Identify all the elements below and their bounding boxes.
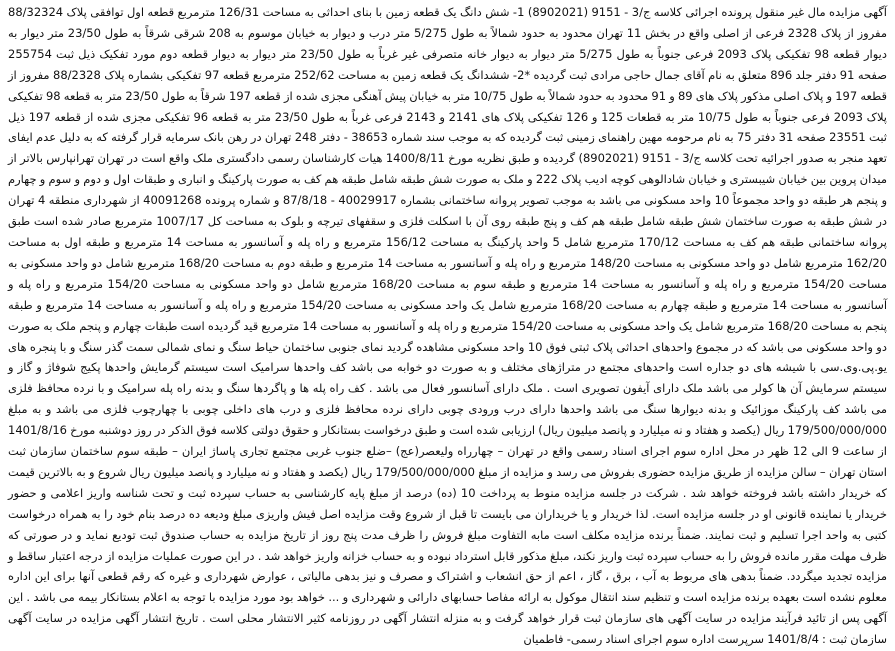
notice-body-text: آگهی مزایده مال غیر منقول پرونده اجرائی کلاسه ج/3 - 9151 (8902021) 1- شش دانگ یک قطعه زمین با بنای احداثی به مساحت 126/31 مترمربع قطعه اول توافقی پلاک 88/32324 مفروز از پلاک 2328 فرعی از اصلی واقع در بخش 11 تهران محدود به حدود شمالاً به طول 5/275 متر درب و دیوار به خیابان موسوم به 208 شرقی شرقاً به طول 23/50 متر دیوار به دیوار قطعه 98 تفکیکی پلاک 2093 فرعی جنوباً به طول 5/275 متر دیوار به دیوار خانه متصرفی غیر غرباً به طول 23/50 متر دیوار به دیوار قطعه دوم مورد تفکیک ذیل ثبت 255754 صفحه 91 دفتر جلد 896 متعلق به نام آقای جمال حاجی مرادی ثبت گردیده *2- ششدانگ یک قطعه زمین به مساحت 252/62 مترمربع قطعه 97 تفکیکی بشماره پلاک 88/2328 مفروز از قطعه 197 و پلاک اصلی مذکور پلاک های 89 و 91 محدود به حدود شمالاً به طول 10/75 متر به خیابان پیش آهنگی مجزی شده از قطعه 197 شرقاً به طول 23/50 متر به قطعه 98 تفکیکی پلاک 2093 فرعی جنوباً به طول 10/75 متر به قطعات 125 و 126 تفکیکی پلاک های 2141 و 2143 فرعی غرباً به طول 23/50 متر به قطعه 96 تفکیکی مجزی شده از قطعه 197 ذیل ثبت 23551 صفحه 31 دفتر 75 به نام مرحومه مهین راهنمای زمینی ثبت گردیده که به موجب سند شماره 38653 - دفتر 248 تهران در رهن بانک سرمایه قرار گرفته که به دلیل عدم ایفای تعهد منجر به صدور اجرائیه تحت کلاسه ج/3 - 9151 (8902021) گردیده و طبق نظریه مورخ 1400/8/11 هیات کارشناسان رسمی دادگستری ملک واقع است در تهران تهرانپارس بالاتر از میدان پروین بین خیابان شیبستری و خیابان شادالوهی کوچه ادیب پلاک 222 و ملک به صورت شش طبقه شامل طبقه هم کف به صورت پارکینگ و انباری و طبقات اول و دوم و سوم و چهارم و پنجم هر طبقه دو واحد مجموعاً 10 واحد مسکونی می باشد به موجب تصویر پروانه ساختمانی بشماره 40029917 - 87/8/18 و شماره پرونده 40091268 از شهرداری منطقه 4 تهران در شش طبقه به صورت ساختمان شش طبقه شامل طبقه هم کف و پنج طبقه روی آن با اسکلت فلزی و سقفهای تیرچه و بلوک به مساحت کل 1007/17 مترمربع صادر شده است طبق پروانه ساختمانی طبقه هم کف به مساحت 170/12 مترمربع شامل 5 واحد پارکینگ به مساحت 156/12 مترمربع و راه پله و آسانسور به مساحت 14 مترمربع و طبقه اول به مساحت 162/20 مترمربع شامل دو واحد مسکونی به مساحت 148/20 مترمربع و راه پله و آسانسور به مساحت 14 مترمربع و طبقه دوم به مساحت 168/20 مترمربع شامل دو واحد مسکونی به مساحت 154/20 مترمربع و راه پله و آسانسور به مساحت 14 مترمربع و طبقه سوم به مساحت 168/20 مترمربع شامل دو واحد مسکونی به مساحت 154/20 مترمربع و راه پله و آسانسور به مساحت 14 مترمربع و طبقه چهارم به مساحت 168/20 مترمربع شامل یک واحد مسکونی به مساحت 154/20 مترمربع و راه پله و آسانسور به مساحت 14 مترمربع و طبقه پنجم به مساحت 168/20 مترمربع شامل یک واحد مسکونی به مساحت 154/20 مترمربع و راه پله و آسانسور به مساحت 14 مترمربع قید گردیده است طبقات چهارم و پنجم ملک به صورت دو واحد مسکونی می باشد که در مجموع واحدهای احداثی پلاک ثبتی فوق 10 واحد مسکونی مشاهده گردید نمای جنوبی ساختمان حیاط سنگ و نمای شمالی سمت گذر سنگ و با پنجره های یو.پی.وی.سی با شیشه های دو جداره است واحدهای مجتمع در متراژهای مختلف و به صورت دو خوابه می باشد کف واحدها سرامیک است سیستم گرمایش واحدها پکیج شوفاژ و گاز و سیستم سرمایش آن ها کولر می باشد ملک دارای آیفون تصویری است . ملک دارای آسانسور فعال می باشد . کف راه پله ها و پاگردها سنگ و بدنه راه پله سرامیک و با نرده محافظ فلزی می باشد کف پارکینگ موزائیک و بدنه دیوارها سنگ می باشد واحدها دارای درب ورودی چوبی دارای نرده محافظ فلزی و درب های داخلی چوبی با چهارچوب فلزی می باشد و به مبلغ 179/500/000/000 ریال (یکصد و هفتاد و نه میلیارد و پانصد میلیون ریال) ارزیابی شده است و طبق درخواست بستانکار و حقوق دولتی کلاسه فوق الذکر در روز دوشنبه مورخ 1401/8/16 از ساعت 9 الی 12 ظهر در محل اداره سوم اجرای اسناد رسمی واقع در تهران – چهارراه ولیعصر(عج) –ضلع جنوب غربی مجتمع تجاری پاساژ ایران – طبقه سوم ساختمان سازمان ثبت استان تهران – سالن مزایده از طریق مزایده حضوری بفروش می رسد و مزایده از مبلغ 179/500/000/000 ریال (یکصد و هفتاد و نه میلیارد و پانصد میلیون ریال شروع و به بالاترین قیمت که خریدار داشته باشد فروخته خواهد شد . شرکت در جلسه مزایده منوط به پرداخت 10 (ده) درصد از مبلغ پایه کارشناسی به حساب سپرده ثبت و تحت شناسه واریز اعلامی و حضور خریدار یا نماینده قانونی او در جلسه مزایده است. لذا خریدار و یا خریداران می بایست تا قبل از شروع وقت مزایده اصل فیش واریزی مبلغ ودیعه ده درصد بنام خود را به همراه درخواست کتبی به واحد اجرا تسلیم و ثبت نمایند. ضمناً برنده مزایده مکلف است مابه التفاوت مبلغ فروش را ظرف مدت پنج روز از تاریخ مزایده به حساب صندوق ثبت تودیع نماید و در صورتی که ظرف مهلت مقرر مانده فروش را به حساب سپرده ثبت واریز نکند، مبلغ مذکور قابل استرداد نبوده و به حساب خزانه واریز خواهد شد . در این صورت عملیات مزایده از درجه اعتبار ساقط و مزایده تجدید میگردد. ضمناً بدهی های مربوط به آب ، برق ، گاز ، اعم از حق انشعاب و اشتراک و مصرف و نیز بدهی مالیاتی ، عوارض شهرداری و غیره که رقم قطعی آنها برای این اداره معلوم نشده است بعهده برنده مزایده است و تنظیم سند انتقال موکول به ارائه مفاصا حسابهای دارائی و شهرداری و ... خواهد بود مورد مزایده با توجه به اعلام بستانکار بیمه می باشد . این آگهی پس از تائید فرآیند مزایده در سایت آگهی های سازمان ثبت قرار خواهد گرفت و به منزله انتشار آگهی در روزنامه کثیر الانتشار محلی است . تاریخ انتشار آگهی مزایده در سایت آگهی سازمان ثبت : 1401/8/4 سرپرست اداره سوم اجرای اسناد رسمی- فاطمیان [8,5,888,647]
